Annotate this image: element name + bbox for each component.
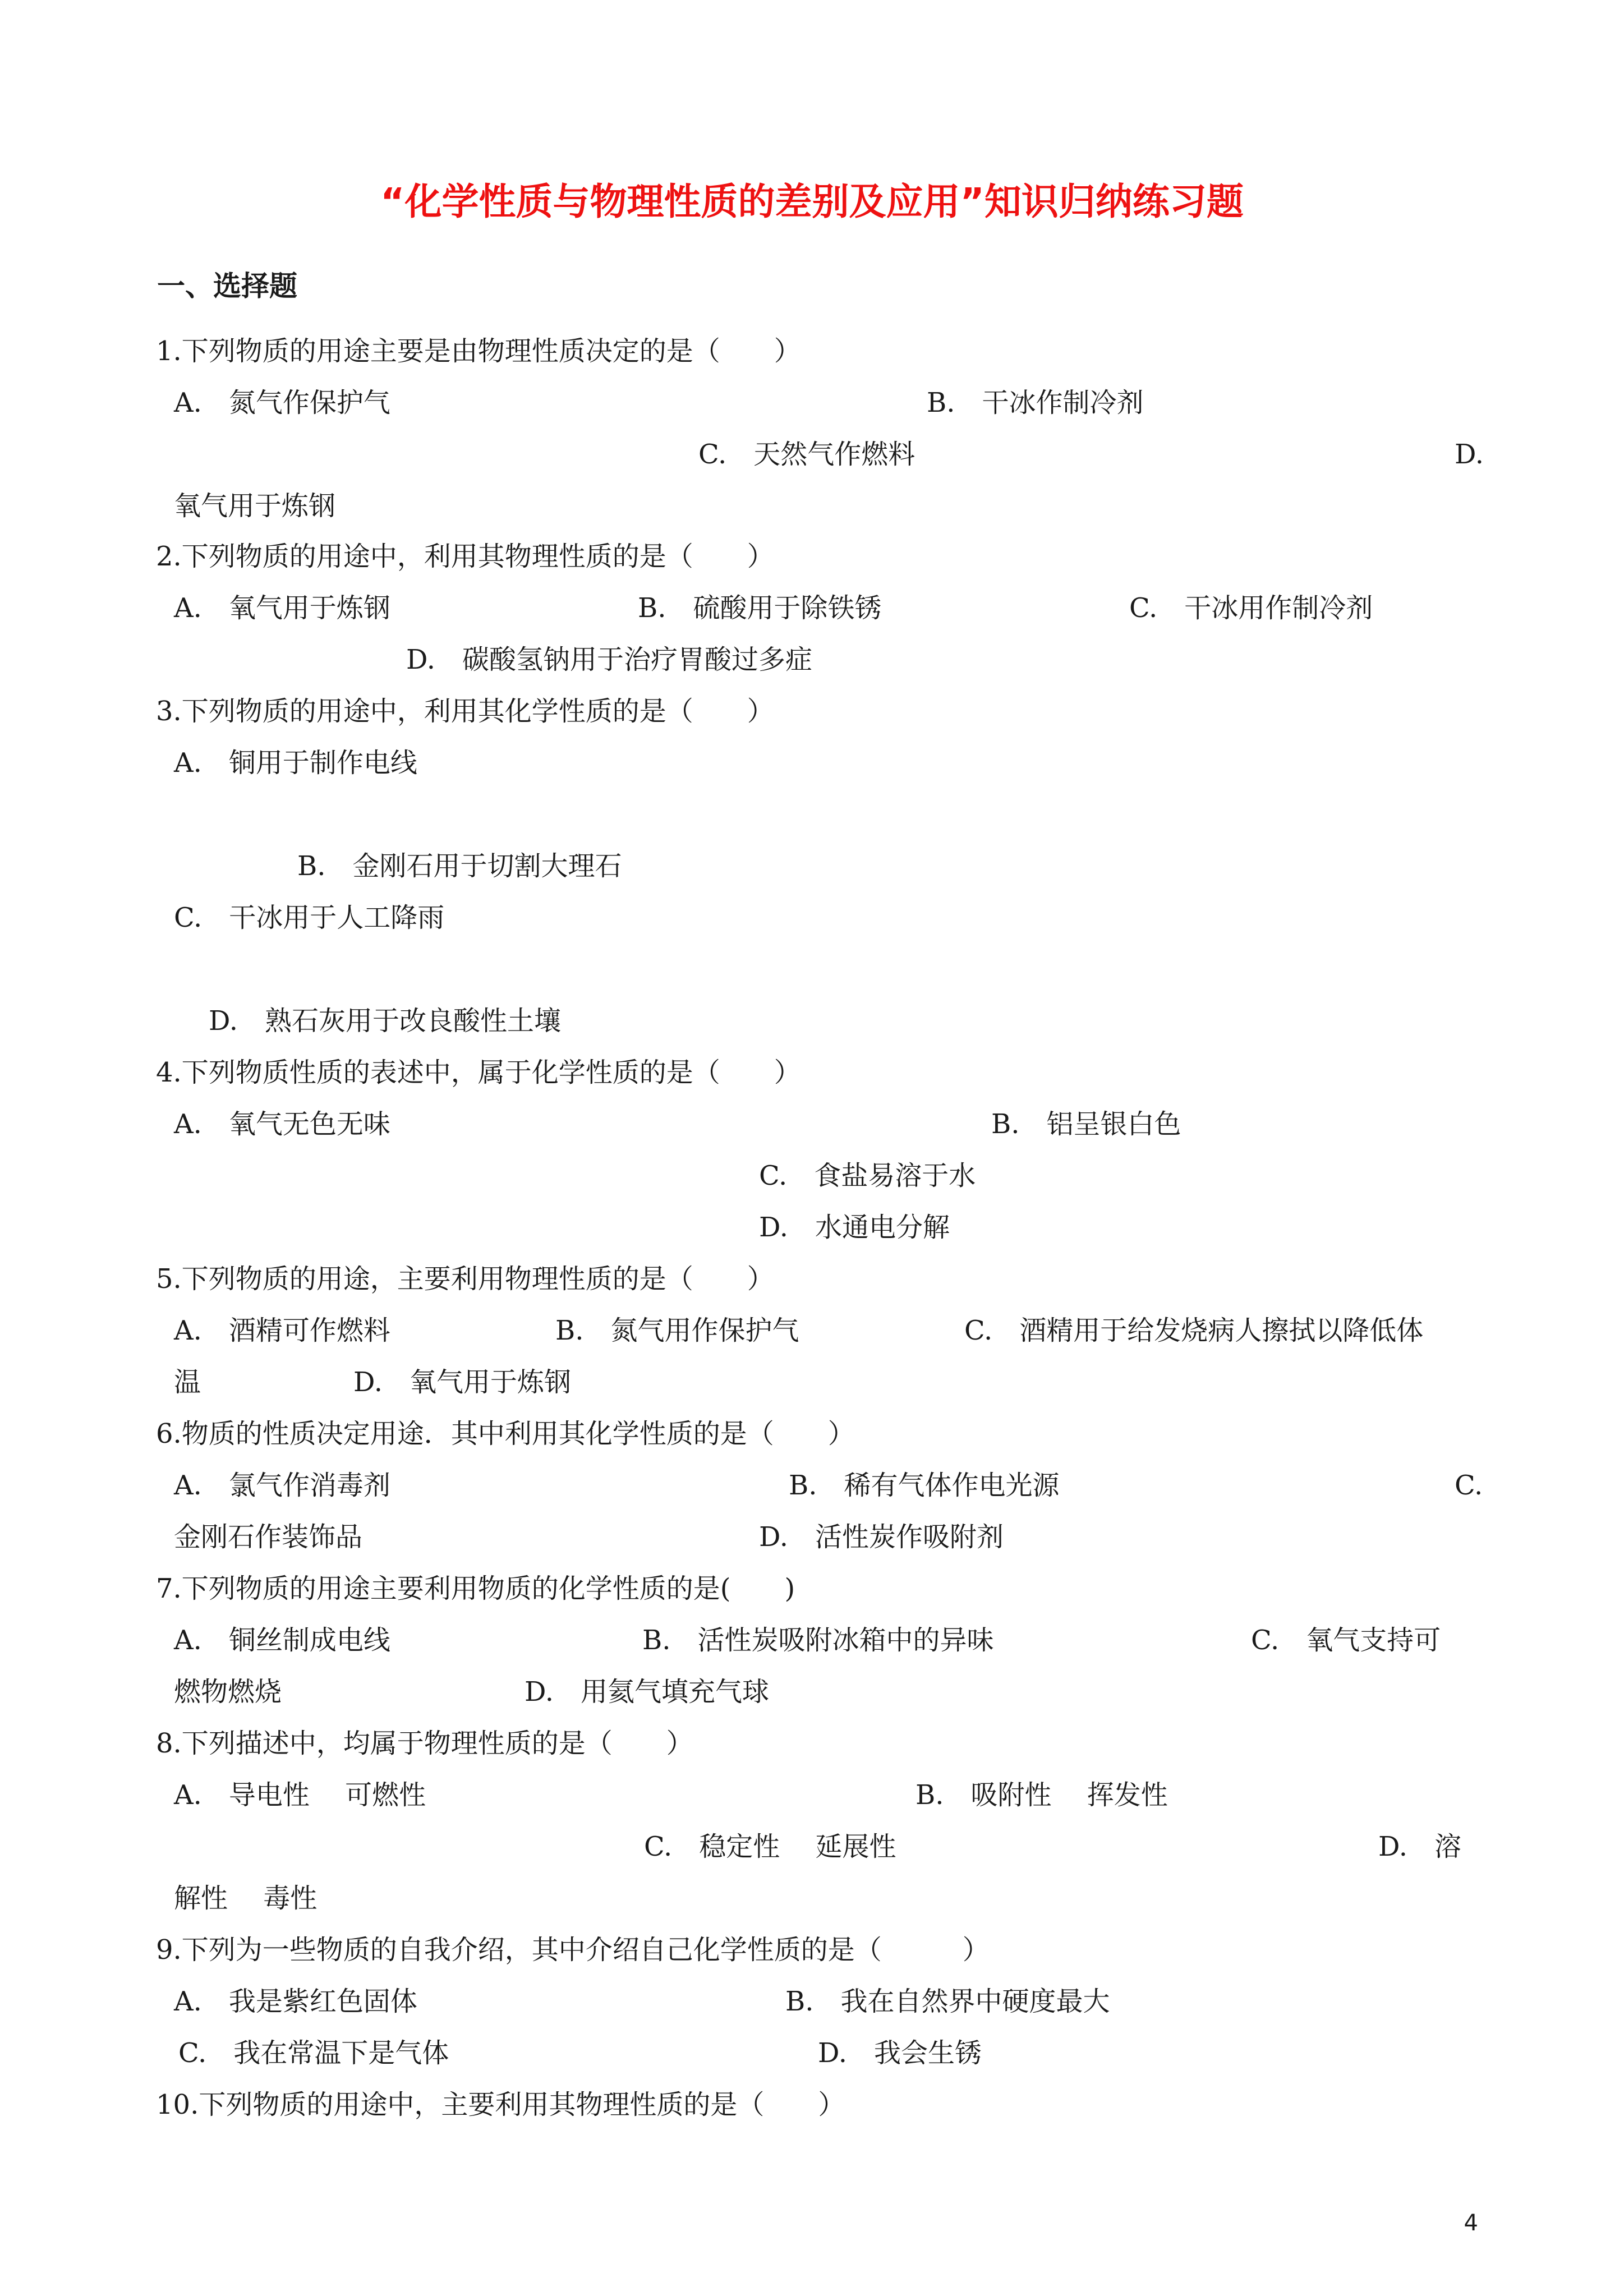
option: 金刚石作装饰品 bbox=[174, 1521, 363, 1553]
option: B. 我在自然界中硬度最大 bbox=[785, 1986, 1110, 2017]
question-stem: 2.下列物质的用途中，利用其物理性质的是（ ） bbox=[156, 541, 774, 572]
option: B. 稀有气体作电光源 bbox=[789, 1470, 1060, 1501]
option: A. 氧气用于炼钢 bbox=[174, 592, 390, 624]
question-stem: 6.物质的性质决定用途．其中利用其化学性质的是（ ） bbox=[156, 1418, 855, 1450]
option: D. 碳酸氢钠用于治疗胃酸过多症 bbox=[406, 644, 813, 675]
option: C. 氧气支持可 bbox=[1251, 1625, 1441, 1656]
option: 解性 毒性 bbox=[174, 1883, 318, 1914]
question-stem: 7.下列物质的用途主要利用物质的化学性质的是( ) bbox=[156, 1573, 795, 1604]
option: 温 bbox=[174, 1366, 201, 1398]
question-stem: 9.下列为一些物质的自我介绍，其中介绍自己化学性质的是（ ） bbox=[156, 1934, 990, 1966]
option: D. 用氦气填充气球 bbox=[525, 1676, 770, 1708]
option: B. 铝呈银白色 bbox=[991, 1108, 1181, 1140]
question-stem: 8.下列描述中，均属于物理性质的是（ ） bbox=[156, 1728, 693, 1759]
option: 燃物燃烧 bbox=[174, 1676, 282, 1708]
option: D. bbox=[1455, 439, 1484, 470]
option: A. 氯气作消毒剂 bbox=[174, 1470, 390, 1501]
option: C. bbox=[1455, 1470, 1483, 1501]
option: D. 熟石灰用于改良酸性土壤 bbox=[209, 1005, 562, 1037]
option: D. 活性炭作吸附剂 bbox=[759, 1521, 1004, 1553]
question-stem: 4.下列物质性质的表述中，属于化学性质的是（ ） bbox=[156, 1057, 801, 1088]
option: A. 酒精可作燃料 bbox=[174, 1315, 390, 1346]
section-heading: 一、选择题 bbox=[157, 270, 297, 302]
option: C. 我在常温下是气体 bbox=[178, 2037, 449, 2069]
question-stem: 10.下列物质的用途中，主要利用其物理性质的是（ ） bbox=[156, 2089, 845, 2120]
option: D. 溶 bbox=[1378, 1831, 1462, 1862]
page-number: 4 bbox=[1464, 2210, 1478, 2236]
option: B. 氮气用作保护气 bbox=[555, 1315, 799, 1346]
option: A. 铜丝制成电线 bbox=[174, 1625, 390, 1656]
option: D. 我会生锈 bbox=[818, 2037, 982, 2069]
option: B. 硫酸用于除铁锈 bbox=[638, 592, 882, 624]
option: B. 吸附性 挥发性 bbox=[915, 1779, 1168, 1811]
question-stem: 5.下列物质的用途，主要利用物理性质的是（ ） bbox=[156, 1263, 774, 1295]
option: D. 水通电分解 bbox=[759, 1212, 950, 1243]
option: B. 活性炭吸附冰箱中的异味 bbox=[642, 1625, 994, 1656]
option: C. 干冰用于人工降雨 bbox=[174, 902, 445, 933]
option: D. 氧气用于炼钢 bbox=[353, 1366, 572, 1398]
option: B. 干冰作制冷剂 bbox=[927, 387, 1144, 418]
page-title: “化学性质与物理性质的差别及应用”知识归纳练习题 bbox=[380, 180, 1244, 223]
option: A. 我是紫红色固体 bbox=[174, 1986, 417, 2017]
option: A. 氮气作保护气 bbox=[174, 387, 390, 418]
option: C. 酒精用于给发烧病人擦拭以降低体 bbox=[964, 1315, 1424, 1346]
option: A. 导电性 可燃性 bbox=[174, 1779, 426, 1811]
option: C. 稳定性 延展性 bbox=[644, 1831, 896, 1862]
option: B. 金刚石用于切割大理石 bbox=[297, 850, 622, 882]
option: C. 食盐易溶于水 bbox=[759, 1160, 976, 1191]
option: C. 天然气作燃料 bbox=[698, 439, 915, 470]
option: 氧气用于炼钢 bbox=[174, 490, 336, 522]
question-stem: 3.下列物质的用途中，利用其化学性质的是（ ） bbox=[156, 696, 774, 727]
question-stem: 1.下列物质的用途主要是由物理性质决定的是（ ） bbox=[156, 335, 801, 367]
option: A. 铜用于制作电线 bbox=[174, 747, 417, 779]
option: C. 干冰用作制冷剂 bbox=[1129, 592, 1373, 624]
option: A. 氧气无色无味 bbox=[174, 1108, 390, 1140]
